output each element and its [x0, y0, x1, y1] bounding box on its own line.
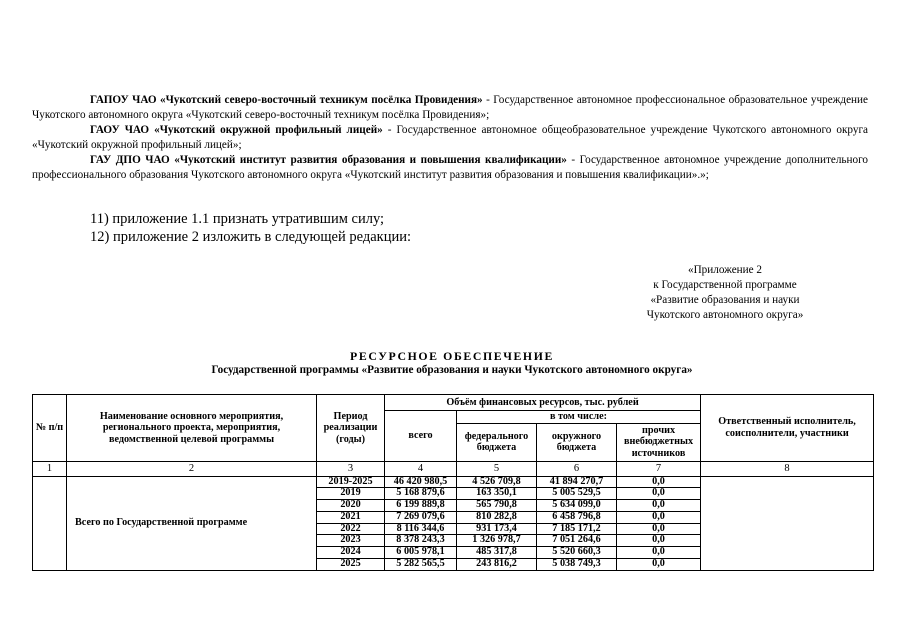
federal-cell: 4 526 709,8 [457, 476, 537, 488]
column-index: 8 [701, 461, 874, 476]
definition-gapou [32, 93, 868, 123]
district-cell: 6 458 796,8 [537, 511, 617, 523]
annex-line: к Государственной программе [653, 279, 797, 291]
federal-cell: 243 816,2 [457, 559, 537, 571]
annex-header [600, 263, 850, 323]
definition-term: ГАОУ ЧАО «Чукотский окружной профильный лицей» [90, 124, 383, 136]
total-cell: 5 282 565,5 [385, 559, 457, 571]
header-period: Период реализации (годы) [317, 395, 385, 462]
definition-text: - Государственное автономное общеобразовательное учреждение Чукотского автономного округа «Чукотский окружной профильный лицей»; [32, 124, 868, 151]
federal-cell: 163 350,1 [457, 488, 537, 500]
other-cell: 0,0 [617, 535, 701, 547]
period-cell: 2020 [317, 500, 385, 512]
other-cell: 0,0 [617, 476, 701, 488]
annex-line: Чукотского автономного округа» [646, 309, 804, 321]
definition-term: ГАПОУ ЧАО «Чукотский северо-восточный техникум посёлка Провидения» [90, 94, 483, 106]
period-cell: 2019-2025 [317, 476, 385, 488]
total-cell: 8 378 243,3 [385, 535, 457, 547]
district-cell: 5 005 529,5 [537, 488, 617, 500]
header-federal: федерального бюджета [457, 423, 537, 461]
other-cell: 0,0 [617, 511, 701, 523]
period-cell: 2022 [317, 523, 385, 535]
total-cell: 8 116 344,6 [385, 523, 457, 535]
other-cell: 0,0 [617, 523, 701, 535]
definition-term: ГАУ ДПО ЧАО «Чукотский институт развития образования и повышения квалификации» [90, 154, 567, 166]
district-cell: 5 038 749,3 [537, 559, 617, 571]
page-subtitle: Государственной программы «Развитие образования и науки Чукотского автономного округа» [211, 364, 693, 376]
page-title: РЕСУРСНОЕ ОБЕСПЕЧЕНИЕ [350, 349, 554, 363]
period-cell: 2019 [317, 488, 385, 500]
responsible-cell [701, 476, 874, 570]
definition-gau [32, 153, 868, 183]
federal-cell: 485 317,8 [457, 547, 537, 559]
definition-text: - Государственное автономное профессиональное образовательное учреждение Чукотского автономного округа «Чукотский северо-восточный техникум посёлка Провидения»; [32, 94, 868, 121]
header-including: в том числе: [457, 411, 701, 424]
resource-table [32, 394, 874, 571]
column-index: 5 [457, 461, 537, 476]
table-row [33, 476, 874, 488]
column-index: 1 [33, 461, 67, 476]
header-total: всего [385, 411, 457, 462]
federal-cell: 565 790,8 [457, 500, 537, 512]
district-cell: 41 894 270,7 [537, 476, 617, 488]
total-cell: 7 269 079,6 [385, 511, 457, 523]
federal-cell: 810 282,8 [457, 511, 537, 523]
period-cell: 2024 [317, 547, 385, 559]
header-district: окружного бюджета [537, 423, 617, 461]
row-number-cell [33, 476, 67, 570]
federal-cell: 931 173,4 [457, 523, 537, 535]
header-other: прочих внебюджетных источников [617, 423, 701, 461]
other-cell: 0,0 [617, 559, 701, 571]
amendment-item-11: 11) приложение 1.1 признать утратившим силу; [90, 211, 385, 227]
district-cell: 7 185 171,2 [537, 523, 617, 535]
period-cell: 2023 [317, 535, 385, 547]
column-index: 3 [317, 461, 385, 476]
header-volume: Объём финансовых ресурсов, тыс. рублей [385, 395, 701, 411]
district-cell: 5 520 660,3 [537, 547, 617, 559]
other-cell: 0,0 [617, 500, 701, 512]
column-index: 7 [617, 461, 701, 476]
total-label: Всего по Государственной программе [67, 476, 317, 570]
header-responsible: Ответственный исполнитель, соисполнители, участники [701, 395, 874, 462]
other-cell: 0,0 [617, 488, 701, 500]
district-cell: 7 051 264,6 [537, 535, 617, 547]
column-index: 6 [537, 461, 617, 476]
header-num: № п/п [33, 395, 67, 462]
period-cell: 2025 [317, 559, 385, 571]
period-cell: 2021 [317, 511, 385, 523]
column-index: 4 [385, 461, 457, 476]
other-cell: 0,0 [617, 547, 701, 559]
column-index: 2 [67, 461, 317, 476]
definition-text: - Государственное автономное учреждение дополнительного профессионального образования Чукотского автономного округа «Чукотский институт развития образования и повышения квалификации».»; [32, 154, 868, 181]
definition-gaou [32, 123, 868, 153]
annex-line: «Развитие образования и науки [650, 294, 800, 306]
total-cell: 6 005 978,1 [385, 547, 457, 559]
total-cell: 46 420 980,5 [385, 476, 457, 488]
annex-line: «Приложение 2 [687, 264, 763, 276]
header-name: Наименование основного мероприятия, регионального проекта, мероприятия, ведомственной целевой программы [67, 395, 317, 462]
amendment-item-12: 12) приложение 2 изложить в следующей редакции: [90, 229, 412, 245]
total-cell: 5 168 879,6 [385, 488, 457, 500]
federal-cell: 1 326 978,7 [457, 535, 537, 547]
total-cell: 6 199 889,8 [385, 500, 457, 512]
district-cell: 5 634 099,0 [537, 500, 617, 512]
